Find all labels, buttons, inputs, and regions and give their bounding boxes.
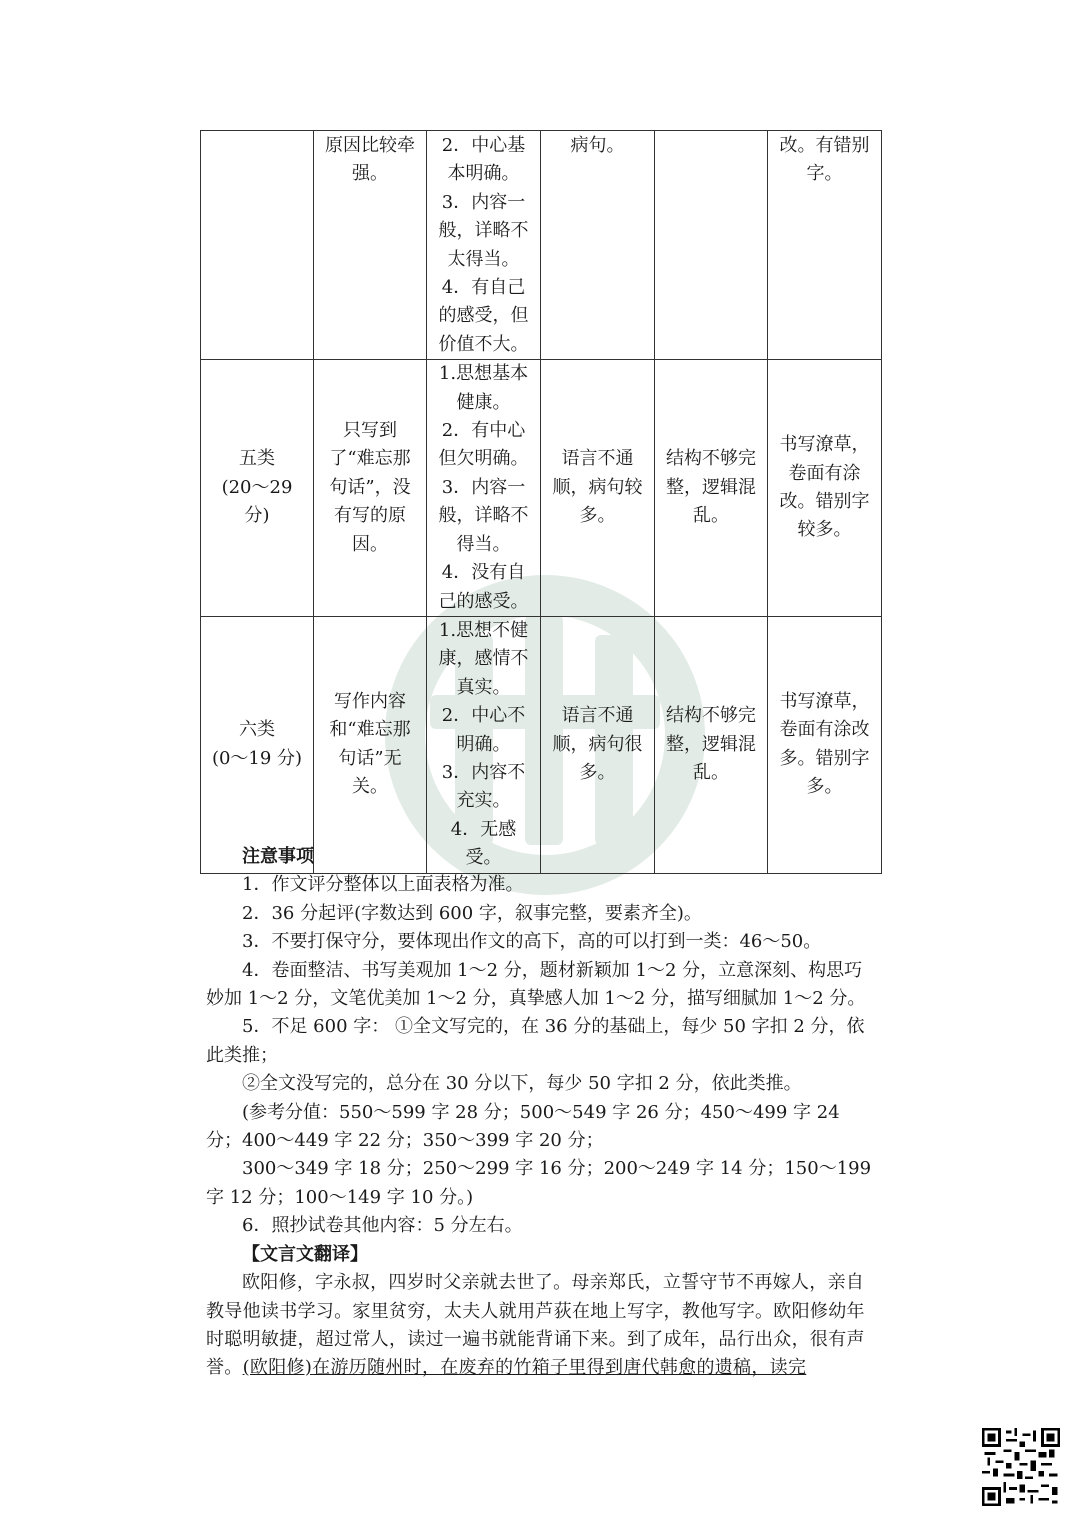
note-item: ②全文没写完的，总分在 30 分以下，每少 50 字扣 2 分，依此类推。: [242, 1073, 802, 1095]
writing-cell: 书写潦草，卷面有涂改。错别字较多。: [768, 360, 882, 617]
structure-cell: [655, 131, 768, 360]
underlined-text: 在游历随州时，在废弃的竹箱子里得到唐代韩愈的遗稿，读完: [312, 1357, 807, 1379]
note-item: 300～349 字 18 分；250～299 字 16 分；200～249 字 14 分；150～199 字 12 分；100～149 字 10 分。): [206, 1158, 872, 1208]
table-row: [201, 616, 882, 873]
thought-cell: 2．中心基本明确。 3．内容一般，详略不太得当。 4．有自己的感受，但价值不大。: [427, 131, 541, 360]
content-cell: 原因比较牵强。: [314, 131, 427, 360]
note-item: 5．不足 600 字： ①全文写完的，在 36 分的基础上，每少 50 字扣 2 分，依此类推；: [206, 1016, 865, 1066]
structure-cell: 结构不够完整，逻辑混乱。: [655, 360, 768, 617]
qr-code-icon[interactable]: [982, 1428, 1060, 1506]
table-row: [201, 131, 882, 360]
thought-cell: 1.思想不健康，感情不真实。 2．中心不明确。 3．内容不充实。 4．无感受。: [427, 616, 541, 873]
note-item: (参考分值：550～599 字 28 分；500～549 字 26 分；450～499 字 24 分；400～449 字 22 分；350～399 字 20 分；: [206, 1101, 840, 1152]
structure-cell: 结构不够完整，逻辑混乱。: [655, 616, 768, 873]
note-item: 4．卷面整洁、书写美观加 1～2 分，题材新颖加 1～2 分，立意深刻、构思巧妙加 1～2 分，文笔优美加 1～2 分，真挚感人加 1～2 分，描写细腻加 1～2 分。: [206, 959, 866, 1010]
thought-cell: 1.思想基本健康。 2．有中心但欠明确。 3．内容一般，详略不得当。 4．没有自己的感受。: [427, 360, 541, 617]
grade-cell: [201, 131, 314, 360]
grade-cell: 六类 (0～19 分): [201, 616, 314, 873]
writing-cell: 书写潦草，卷面有涂改多。错别字多。: [768, 616, 882, 873]
grading-table: [200, 130, 882, 874]
table-row: [201, 360, 882, 617]
content-cell: 只写到了“难忘那句话”，没有写的原因。: [314, 360, 427, 617]
content-cell: 写作内容和“难忘那句话”无关。: [314, 616, 427, 873]
note-item: 2．36 分起评(字数达到 600 字，叙事完整，要素齐全)。: [242, 902, 702, 924]
translation-heading: 【文言文翻译】: [242, 1243, 368, 1265]
grade-cell: 五类 (20～29 分): [201, 360, 314, 617]
translation-paragraph: 欧阳修，字永叔，四岁时父亲就去世了。母亲郑氏，立誓守节不再嫁人，亲自教导他读书学习。家里贫穷，太夫人就用芦荻在地上写字，教他写字。欧阳修幼年时聪明敏捷，超过常人，读过一遍书就能背诵下来。到了成年，品行出众，很有声誉。(欧阳修)在游历随州时，在废弃的竹箱子里得到唐代韩愈的遗稿，读完: [206, 1272, 865, 1379]
writing-cell: 改。有错别字。: [768, 131, 882, 360]
underlined-text: (欧阳修): [242, 1357, 313, 1379]
notes-heading: 注意事项: [242, 846, 314, 867]
language-cell: 病句。: [541, 131, 655, 360]
notes-section: [206, 843, 878, 1383]
note-item: 6．照抄试卷其他内容：5 分左右。: [242, 1215, 523, 1237]
note-item: 1．作文评分整体以上面表格为准。: [242, 874, 524, 896]
language-cell: 语言不通顺，病句较多。: [541, 360, 655, 617]
note-item: 3．不要打保守分，要体现出作文的高下，高的可以打到一类：46～50。: [242, 931, 822, 953]
language-cell: 语言不通顺，病句很多。: [541, 616, 655, 873]
